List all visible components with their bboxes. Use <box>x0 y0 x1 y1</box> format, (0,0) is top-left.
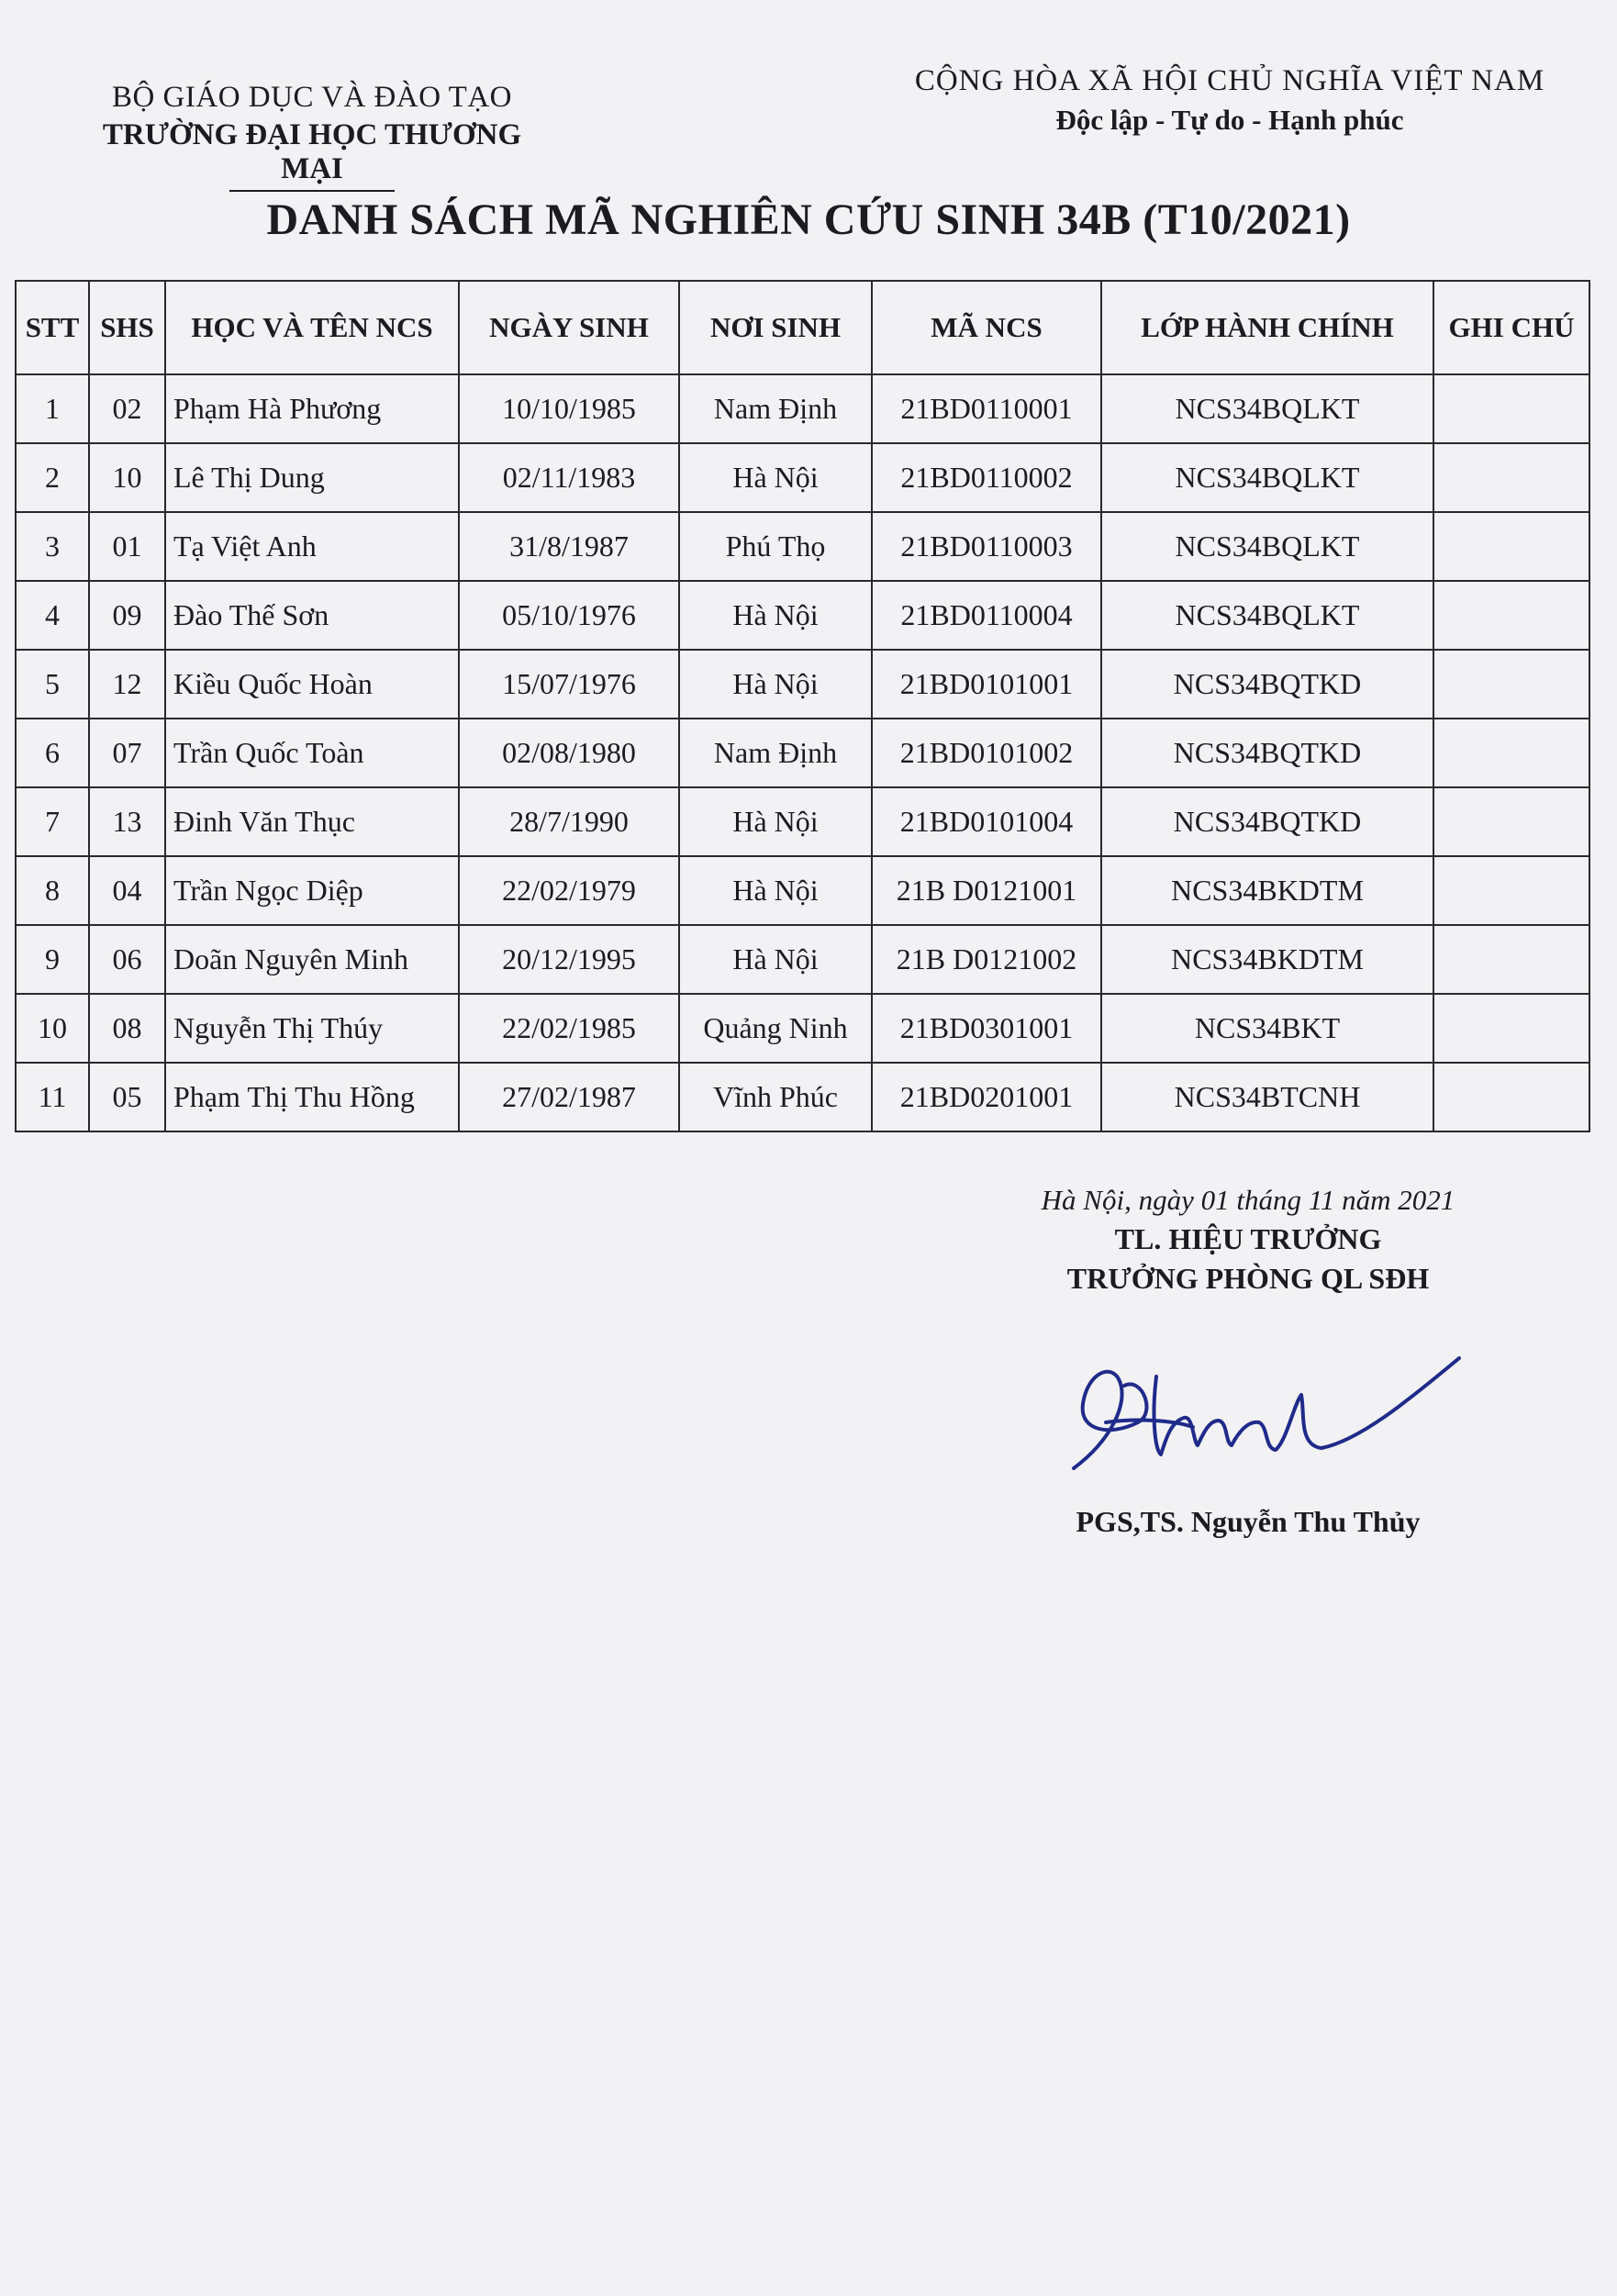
student-code-cell: 21BD0201001 <box>872 1063 1101 1131</box>
birthdate-cell: 02/11/1983 <box>459 443 679 512</box>
birthdate-cell: 31/8/1987 <box>459 512 679 581</box>
stt-cell: 10 <box>16 994 89 1063</box>
signer-name: PGS,TS. Nguyễn Thu Thủy <box>1076 1505 1421 1538</box>
column-header: HỌC VÀ TÊN NCS <box>165 281 459 374</box>
class-cell: NCS34BQLKT <box>1101 581 1433 650</box>
birthplace-cell: Quảng Ninh <box>679 994 872 1063</box>
table-row <box>16 443 1589 512</box>
table-row <box>16 650 1589 719</box>
column-header: NGÀY SINH <box>459 281 679 374</box>
birthplace-cell: Nam Định <box>679 374 872 443</box>
stt-cell: 6 <box>16 719 89 787</box>
birthplace-cell: Hà Nội <box>679 787 872 856</box>
document-title: DANH SÁCH MÃ NGHIÊN CỨU SINH 34B (T10/2021) <box>266 195 1351 244</box>
signer-role-2: TRƯỞNG PHÒNG QL SĐH <box>1066 1262 1430 1295</box>
class-cell: NCS34BKT <box>1101 994 1433 1063</box>
class-cell: NCS34BQTKD <box>1101 719 1433 787</box>
shs-cell: 10 <box>89 443 165 512</box>
birthplace-cell: Hà Nội <box>679 856 872 925</box>
name-cell: Đinh Văn Thục <box>165 787 459 856</box>
birthplace-cell: Hà Nội <box>679 925 872 994</box>
shs-cell: 09 <box>89 581 165 650</box>
school-name: TRƯỜNG ĐẠI HỌC THƯƠNG MẠI <box>102 118 522 185</box>
student-code-cell: 21BD0110002 <box>872 443 1101 512</box>
birthdate-cell: 02/08/1980 <box>459 719 679 787</box>
stt-cell: 2 <box>16 443 89 512</box>
student-code-cell: 21BD0110001 <box>872 374 1101 443</box>
birthdate-cell: 28/7/1990 <box>459 787 679 856</box>
table-row <box>16 512 1589 581</box>
table-row <box>16 856 1589 925</box>
column-header: GHI CHÚ <box>1433 281 1589 374</box>
birthdate-cell: 15/07/1976 <box>459 650 679 719</box>
student-code-cell: 21BD0301001 <box>872 994 1101 1063</box>
table-header-row <box>16 281 1589 374</box>
student-code-cell: 21B D0121001 <box>872 856 1101 925</box>
shs-cell: 13 <box>89 787 165 856</box>
student-code-cell: 21BD0101001 <box>872 650 1101 719</box>
class-cell: NCS34BQLKT <box>1101 512 1433 581</box>
shs-cell: 08 <box>89 994 165 1063</box>
student-code-cell: 21BD0110004 <box>872 581 1101 650</box>
name-cell: Doãn Nguyên Minh <box>165 925 459 994</box>
name-cell: Trần Quốc Toàn <box>165 719 459 787</box>
student-code-cell: 21B D0121002 <box>872 925 1101 994</box>
stt-cell: 7 <box>16 787 89 856</box>
shs-cell: 07 <box>89 719 165 787</box>
shs-cell: 04 <box>89 856 165 925</box>
school-underline <box>229 190 395 192</box>
note-cell <box>1433 925 1589 994</box>
table-row <box>16 787 1589 856</box>
note-cell <box>1433 856 1589 925</box>
name-cell: Trần Ngọc Diệp <box>165 856 459 925</box>
stt-cell: 9 <box>16 925 89 994</box>
birthplace-cell: Hà Nội <box>679 650 872 719</box>
note-cell <box>1433 994 1589 1063</box>
national-header <box>881 64 1578 137</box>
name-cell: Lê Thị Dung <box>165 443 459 512</box>
name-cell: Phạm Hà Phương <box>165 374 459 443</box>
column-header: SHS <box>89 281 165 374</box>
class-cell: NCS34BQLKT <box>1101 443 1433 512</box>
class-cell: NCS34BKDTM <box>1101 925 1433 994</box>
table-row <box>16 374 1589 443</box>
stt-cell: 1 <box>16 374 89 443</box>
student-code-table <box>15 280 1590 1132</box>
stt-cell: 4 <box>16 581 89 650</box>
birthdate-cell: 27/02/1987 <box>459 1063 679 1131</box>
handwritten-signature <box>1055 1340 1468 1487</box>
issuer-header <box>73 81 551 192</box>
class-cell: NCS34BTCNH <box>1101 1063 1433 1131</box>
table-row <box>16 1063 1589 1131</box>
shs-cell: 12 <box>89 650 165 719</box>
issue-date: Hà Nội, ngày 01 tháng 11 năm 2021 <box>1041 1184 1455 1216</box>
student-code-cell: 21BD0101002 <box>872 719 1101 787</box>
name-cell: Kiều Quốc Hoàn <box>165 650 459 719</box>
republic-name: CỘNG HÒA XÃ HỘI CHỦ NGHĨA VIỆT NAM <box>914 64 1545 97</box>
shs-cell: 05 <box>89 1063 165 1131</box>
shs-cell: 06 <box>89 925 165 994</box>
class-cell: NCS34BQLKT <box>1101 374 1433 443</box>
note-cell <box>1433 512 1589 581</box>
note-cell <box>1433 374 1589 443</box>
name-cell: Nguyễn Thị Thúy <box>165 994 459 1063</box>
name-cell: Tạ Việt Anh <box>165 512 459 581</box>
stt-cell: 8 <box>16 856 89 925</box>
note-cell <box>1433 581 1589 650</box>
name-cell: Đào Thế Sơn <box>165 581 459 650</box>
stt-cell: 3 <box>16 512 89 581</box>
ministry-name: BỘ GIÁO DỤC VÀ ĐÀO TẠO <box>111 81 513 114</box>
birthdate-cell: 05/10/1976 <box>459 581 679 650</box>
birthplace-cell: Phú Thọ <box>679 512 872 581</box>
column-header: NƠI SINH <box>679 281 872 374</box>
column-header: LỚP HÀNH CHÍNH <box>1101 281 1433 374</box>
table-row <box>16 994 1589 1063</box>
shs-cell: 01 <box>89 512 165 581</box>
class-cell: NCS34BKDTM <box>1101 856 1433 925</box>
national-motto: Độc lập - Tự do - Hạnh phúc <box>1055 104 1404 136</box>
birthplace-cell: Nam Định <box>679 719 872 787</box>
birthdate-cell: 20/12/1995 <box>459 925 679 994</box>
birthdate-cell: 10/10/1985 <box>459 374 679 443</box>
student-code-cell: 21BD0110003 <box>872 512 1101 581</box>
column-header: STT <box>16 281 89 374</box>
student-code-cell: 21BD0101004 <box>872 787 1101 856</box>
signer-role-1: TL. HIỆU TRƯỞNG <box>1114 1222 1382 1255</box>
signature-block <box>945 1184 1551 1296</box>
stt-cell: 5 <box>16 650 89 719</box>
shs-cell: 02 <box>89 374 165 443</box>
birthplace-cell: Hà Nội <box>679 443 872 512</box>
column-header: MÃ NCS <box>872 281 1101 374</box>
birthplace-cell: Hà Nội <box>679 581 872 650</box>
note-cell <box>1433 719 1589 787</box>
table-row <box>16 719 1589 787</box>
table-row <box>16 581 1589 650</box>
birthdate-cell: 22/02/1985 <box>459 994 679 1063</box>
note-cell <box>1433 650 1589 719</box>
note-cell <box>1433 787 1589 856</box>
birthdate-cell: 22/02/1979 <box>459 856 679 925</box>
note-cell <box>1433 443 1589 512</box>
class-cell: NCS34BQTKD <box>1101 787 1433 856</box>
note-cell <box>1433 1063 1589 1131</box>
class-cell: NCS34BQTKD <box>1101 650 1433 719</box>
table-row <box>16 925 1589 994</box>
birthplace-cell: Vĩnh Phúc <box>679 1063 872 1131</box>
stt-cell: 11 <box>16 1063 89 1131</box>
name-cell: Phạm Thị Thu Hồng <box>165 1063 459 1131</box>
